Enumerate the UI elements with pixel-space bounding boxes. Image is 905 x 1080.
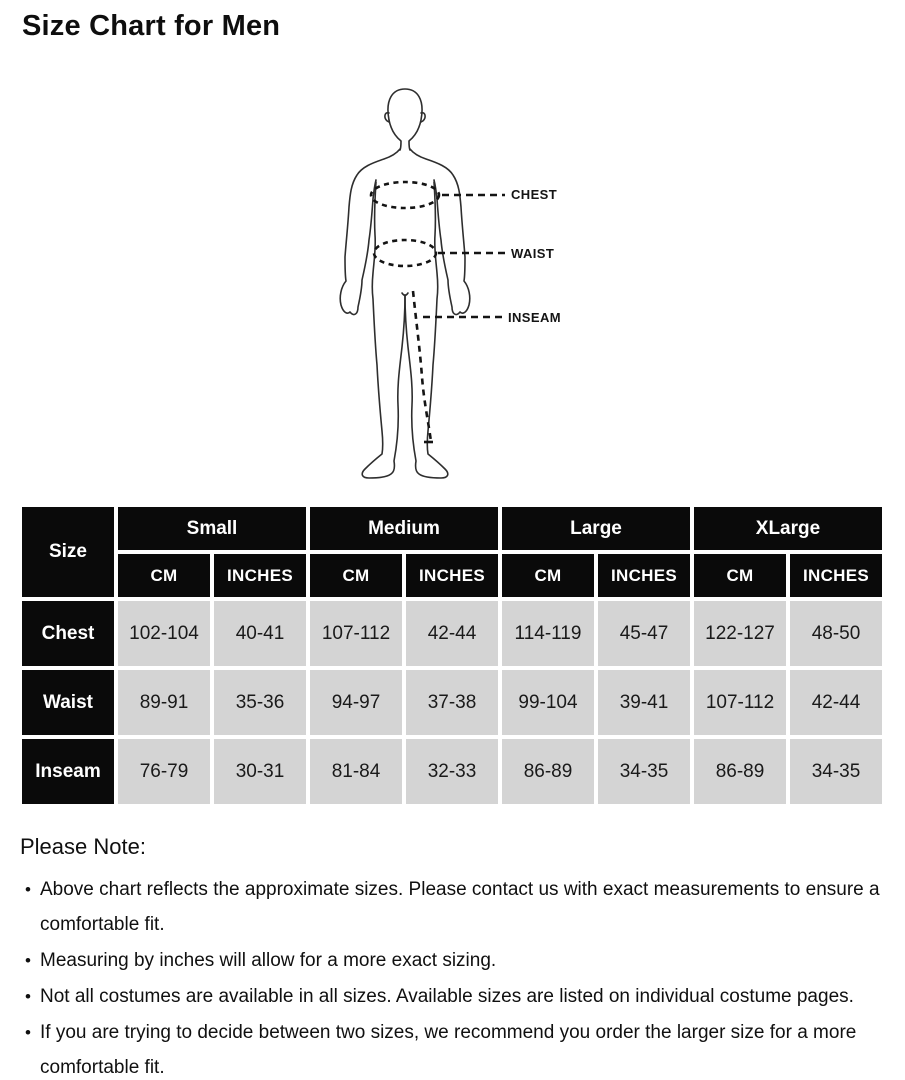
notes-heading: Please Note: [20, 834, 146, 859]
size-header-medium: Medium [310, 507, 498, 550]
unit-header-inches: INCHES [598, 554, 690, 597]
row-label-waist: Waist [22, 670, 114, 735]
chest-label: CHEST [511, 187, 558, 202]
value-cell: 48-50 [790, 601, 882, 666]
note-item [20, 1015, 892, 1080]
figure-left-arm [340, 149, 400, 314]
figure-head [388, 89, 422, 150]
unit-header-cm: CM [310, 554, 402, 597]
value-cell: 42-44 [790, 670, 882, 735]
size-header-xlarge: XLarge [694, 507, 882, 550]
note-text: Not all costumes are available in all sizes. Available sizes are listed on individual costume pages. [40, 986, 854, 1007]
value-cell: 86-89 [694, 739, 786, 804]
size-header-large: Large [502, 507, 690, 550]
value-cell: 34-35 [598, 739, 690, 804]
value-cell: 89-91 [118, 670, 210, 735]
inseam-label: INSEAM [508, 310, 561, 325]
table-row-inseam [22, 739, 882, 804]
figure-right-arm [410, 149, 470, 314]
value-cell: 42-44 [406, 601, 498, 666]
value-cell: 94-97 [310, 670, 402, 735]
table-row-waist [22, 670, 882, 735]
value-cell: 35-36 [214, 670, 306, 735]
value-cell: 122-127 [694, 601, 786, 666]
note-item [20, 943, 892, 978]
value-cell: 102-104 [118, 601, 210, 666]
value-cell: 45-47 [598, 601, 690, 666]
value-cell: 99-104 [502, 670, 594, 735]
row-label-chest: Chest [22, 601, 114, 666]
waist-measure-ellipse [374, 240, 436, 266]
value-cell: 107-112 [694, 670, 786, 735]
value-cell: 34-35 [790, 739, 882, 804]
value-cell: 32-33 [406, 739, 498, 804]
unit-header-inches: INCHES [406, 554, 498, 597]
note-text: Measuring by inches will allow for a more exact sizing. [40, 950, 497, 971]
page-title: Size Chart for Men [22, 10, 281, 42]
figure-right-leg [405, 182, 448, 478]
note-item [20, 872, 892, 942]
row-label-inseam: Inseam [22, 739, 114, 804]
note-item [20, 979, 892, 1014]
waist-label: WAIST [511, 246, 555, 261]
size-table [18, 503, 886, 808]
value-cell: 81-84 [310, 739, 402, 804]
value-cell: 30-31 [214, 739, 306, 804]
chest-measure-ellipse [371, 182, 439, 208]
value-cell: 114-119 [502, 601, 594, 666]
value-cell: 86-89 [502, 739, 594, 804]
male-figure-outline-icon [330, 85, 610, 485]
size-table-corner-cell: Size [22, 507, 114, 597]
size-header-small: Small [118, 507, 306, 550]
value-cell: 37-38 [406, 670, 498, 735]
value-cell: 76-79 [118, 739, 210, 804]
unit-header-inches: INCHES [790, 554, 882, 597]
body-measurement-diagram [330, 85, 610, 485]
table-row-chest [22, 601, 882, 666]
note-text: Above chart reflects the approximate sizes. Please contact us with exact measurements to ensure a comfortable fit. [40, 879, 880, 935]
figure-crotch [402, 293, 408, 295]
unit-header-cm: CM [118, 554, 210, 597]
unit-header-inches: INCHES [214, 554, 306, 597]
value-cell: 40-41 [214, 601, 306, 666]
note-text: If you are trying to decide between two sizes, we recommend you order the larger size for a more comfortable fit. [40, 1022, 857, 1078]
value-cell: 39-41 [598, 670, 690, 735]
figure-left-leg [362, 182, 405, 478]
unit-header-cm: CM [694, 554, 786, 597]
figure-ears [385, 113, 425, 122]
notes-list [20, 872, 892, 1080]
figure-head-left [389, 120, 401, 150]
unit-header-cm: CM [502, 554, 594, 597]
value-cell: 107-112 [310, 601, 402, 666]
notes-section [20, 834, 892, 1080]
unit-header-row [22, 554, 882, 597]
size-table-header-row [22, 507, 882, 550]
